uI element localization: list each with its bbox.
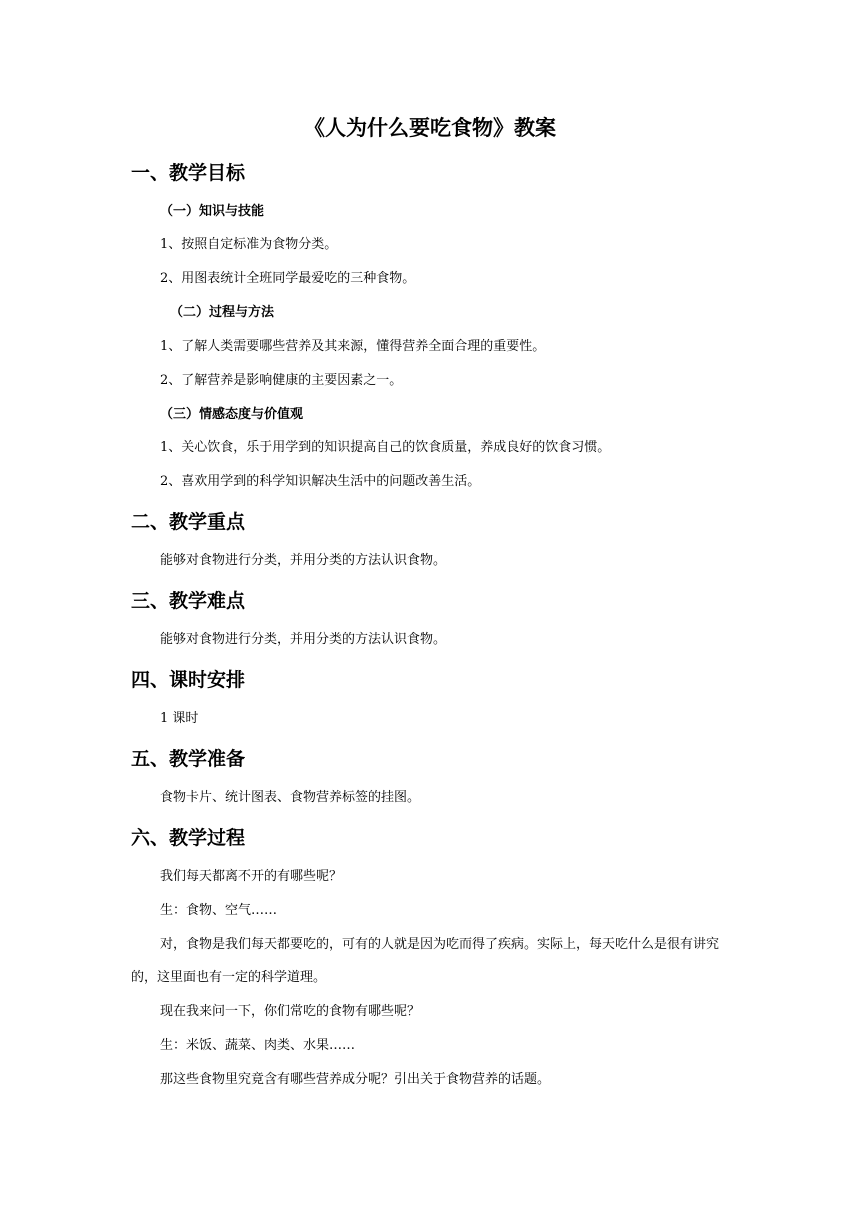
objective-item: 2、用图表统计全班同学最爱吃的三种食物。 (160, 271, 416, 286)
section-paragraph: 食物卡片、统计图表、食物营养标签的挂图。 (160, 790, 421, 805)
section-heading-key-points: 二、教学重点 (131, 511, 246, 533)
section-heading-preparation: 五、教学准备 (131, 748, 246, 770)
section-heading-objectives: 一、教学目标 (131, 162, 246, 184)
objective-item: 1、关心饮食，乐于用学到的知识提高自己的饮食质量，养成良好的饮食习惯。 (160, 440, 611, 455)
section-paragraph: 生：米饭、蔬菜、肉类、水果…… (160, 1038, 356, 1053)
section-heading-class-hours: 四、课时安排 (131, 669, 246, 691)
section-paragraph: 生：食物、空气…… (160, 903, 278, 918)
document-title: 《人为什么要吃食物》教案 (304, 116, 556, 140)
section-paragraph: 那这些食物里究竟含有哪些营养成分呢？引出关于食物营养的话题。 (160, 1072, 551, 1087)
objective-item: 1、了解人类需要哪些营养及其来源，懂得营养全面合理的重要性。 (160, 339, 546, 354)
section-paragraph: 对，食物是我们每天都要吃的，可有的人就是因为吃而得了疾病。实际上，每天吃什么是很有讲究的，这里面也有一定的科学道理。 (131, 937, 720, 985)
section-paragraph: 能够对食物进行分类，并用分类的方法认识食物。 (160, 632, 447, 647)
subsection-heading-knowledge-skills: （一）知识与技能 (160, 204, 265, 219)
objective-item: 2、了解营养是影响健康的主要因素之一。 (160, 373, 403, 388)
section-paragraph: 能够对食物进行分类，并用分类的方法认识食物。 (160, 553, 447, 568)
section-heading-difficulties: 三、教学难点 (131, 590, 246, 612)
section-paragraph: 1 课时 (160, 711, 199, 726)
section-paragraph: 我们每天都离不开的有哪些呢？ (160, 869, 343, 884)
objective-item: 2、喜欢用学到的科学知识解决生活中的问题改善生活。 (160, 474, 481, 489)
section-paragraph: 现在我来问一下，你们常吃的食物有哪些呢？ (160, 1004, 421, 1019)
subsection-heading-process-methods: （二）过程与方法 (170, 305, 275, 320)
section-heading-teaching-process: 六、教学过程 (131, 827, 246, 849)
subsection-heading-attitudes-values: （三）情感态度与价值观 (160, 407, 304, 422)
objective-item: 1、按照自定标准为食物分类。 (160, 237, 338, 252)
